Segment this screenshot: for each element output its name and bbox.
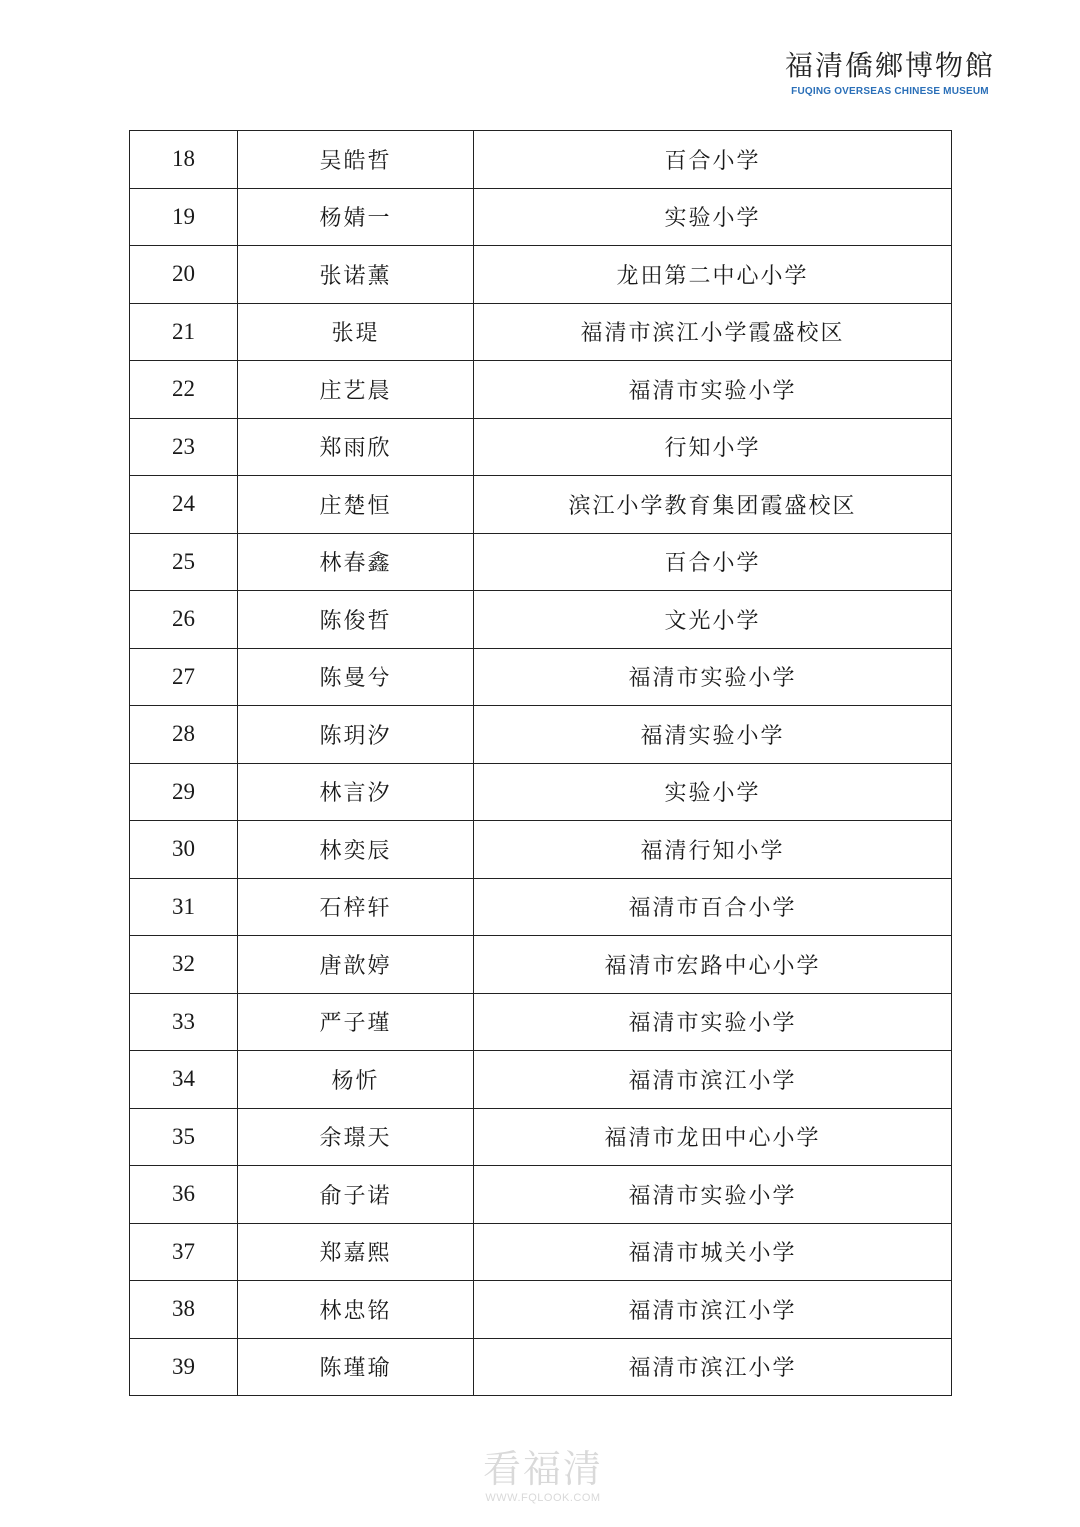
school-name-cell: 福清市滨江小学霞盛校区 (474, 303, 952, 361)
table-row (130, 131, 952, 189)
table-row (130, 936, 952, 994)
row-number-cell: 34 (130, 1051, 238, 1109)
row-number-cell: 38 (130, 1281, 238, 1339)
table-row (130, 993, 952, 1051)
row-number-cell: 36 (130, 1166, 238, 1224)
school-name-cell: 福清市龙田中心小学 (474, 1108, 952, 1166)
row-number-cell: 20 (130, 246, 238, 304)
table-row (130, 361, 952, 419)
student-name-cell: 张瑅 (238, 303, 474, 361)
table-row (130, 533, 952, 591)
table-row (130, 591, 952, 649)
student-name-cell: 杨忻 (238, 1051, 474, 1109)
table-row (130, 821, 952, 879)
student-name-cell: 余璟天 (238, 1108, 474, 1166)
school-name-cell: 龙田第二中心小学 (474, 246, 952, 304)
museum-logo (760, 48, 1020, 97)
row-number-cell: 24 (130, 476, 238, 534)
row-number-cell: 31 (130, 878, 238, 936)
logo-chinese-name: 福清僑鄉博物館 (784, 49, 995, 82)
student-name-cell: 张诺薰 (238, 246, 474, 304)
watermark-chinese: 看福清 (482, 1447, 603, 1491)
table-row (130, 1281, 952, 1339)
student-roster-table (129, 130, 952, 1396)
student-name-cell: 陈玥汐 (238, 706, 474, 764)
table-row (130, 1051, 952, 1109)
row-number-cell: 22 (130, 361, 238, 419)
student-name-cell: 郑雨欣 (238, 418, 474, 476)
row-number-cell: 29 (130, 763, 238, 821)
school-name-cell: 福清市滨江小学 (474, 1281, 952, 1339)
table-row (130, 418, 952, 476)
school-name-cell: 实验小学 (474, 763, 952, 821)
student-name-cell: 林奕辰 (238, 821, 474, 879)
student-name-cell: 陈瑾瑜 (238, 1338, 474, 1396)
table-row (130, 188, 952, 246)
row-number-cell: 23 (130, 418, 238, 476)
row-number-cell: 30 (130, 821, 238, 879)
table-row (130, 476, 952, 534)
school-name-cell: 滨江小学教育集团霞盛校区 (474, 476, 952, 534)
student-name-cell: 郑嘉熙 (238, 1223, 474, 1281)
table-row (130, 246, 952, 304)
school-name-cell: 文光小学 (474, 591, 952, 649)
school-name-cell: 福清市实验小学 (474, 648, 952, 706)
row-number-cell: 32 (130, 936, 238, 994)
row-number-cell: 27 (130, 648, 238, 706)
row-number-cell: 37 (130, 1223, 238, 1281)
school-name-cell: 福清市滨江小学 (474, 1051, 952, 1109)
student-name-cell: 俞子诺 (238, 1166, 474, 1224)
student-name-cell: 陈俊哲 (238, 591, 474, 649)
school-name-cell: 百合小学 (474, 131, 952, 189)
row-number-cell: 19 (130, 188, 238, 246)
student-name-cell: 林忠铭 (238, 1281, 474, 1339)
student-name-cell: 庄楚恒 (238, 476, 474, 534)
table-row (130, 303, 952, 361)
roster-table-body (130, 131, 952, 1396)
row-number-cell: 35 (130, 1108, 238, 1166)
school-name-cell: 福清市城关小学 (474, 1223, 952, 1281)
row-number-cell: 28 (130, 706, 238, 764)
table-row (130, 706, 952, 764)
student-name-cell: 石梓轩 (238, 878, 474, 936)
table-row (130, 648, 952, 706)
row-number-cell: 33 (130, 993, 238, 1051)
school-name-cell: 福清行知小学 (474, 821, 952, 879)
student-name-cell: 庄艺晨 (238, 361, 474, 419)
school-name-cell: 福清市实验小学 (474, 1166, 952, 1224)
school-name-cell: 福清市宏路中心小学 (474, 936, 952, 994)
site-watermark (468, 1448, 618, 1504)
row-number-cell: 21 (130, 303, 238, 361)
student-name-cell: 陈曼兮 (238, 648, 474, 706)
row-number-cell: 18 (130, 131, 238, 189)
row-number-cell: 25 (130, 533, 238, 591)
table-row (130, 1223, 952, 1281)
table-row (130, 878, 952, 936)
watermark-url: WWW.FQLOOK.COM (485, 1492, 601, 1504)
school-name-cell: 实验小学 (474, 188, 952, 246)
table-row (130, 763, 952, 821)
student-name-cell: 吴皓哲 (238, 131, 474, 189)
student-name-cell: 严子瑾 (238, 993, 474, 1051)
row-number-cell: 26 (130, 591, 238, 649)
table-row (130, 1166, 952, 1224)
school-name-cell: 福清市实验小学 (474, 361, 952, 419)
school-name-cell: 福清实验小学 (474, 706, 952, 764)
school-name-cell: 福清市实验小学 (474, 993, 952, 1051)
student-name-cell: 杨婧一 (238, 188, 474, 246)
school-name-cell: 福清市滨江小学 (474, 1338, 952, 1396)
logo-english-name: FUQING OVERSEAS CHINESE MUSEUM (791, 86, 989, 97)
student-name-cell: 林言汐 (238, 763, 474, 821)
student-name-cell: 唐歆婷 (238, 936, 474, 994)
table-row (130, 1108, 952, 1166)
table-row (130, 1338, 952, 1396)
student-name-cell: 林春鑫 (238, 533, 474, 591)
school-name-cell: 福清市百合小学 (474, 878, 952, 936)
school-name-cell: 百合小学 (474, 533, 952, 591)
row-number-cell: 39 (130, 1338, 238, 1396)
school-name-cell: 行知小学 (474, 418, 952, 476)
